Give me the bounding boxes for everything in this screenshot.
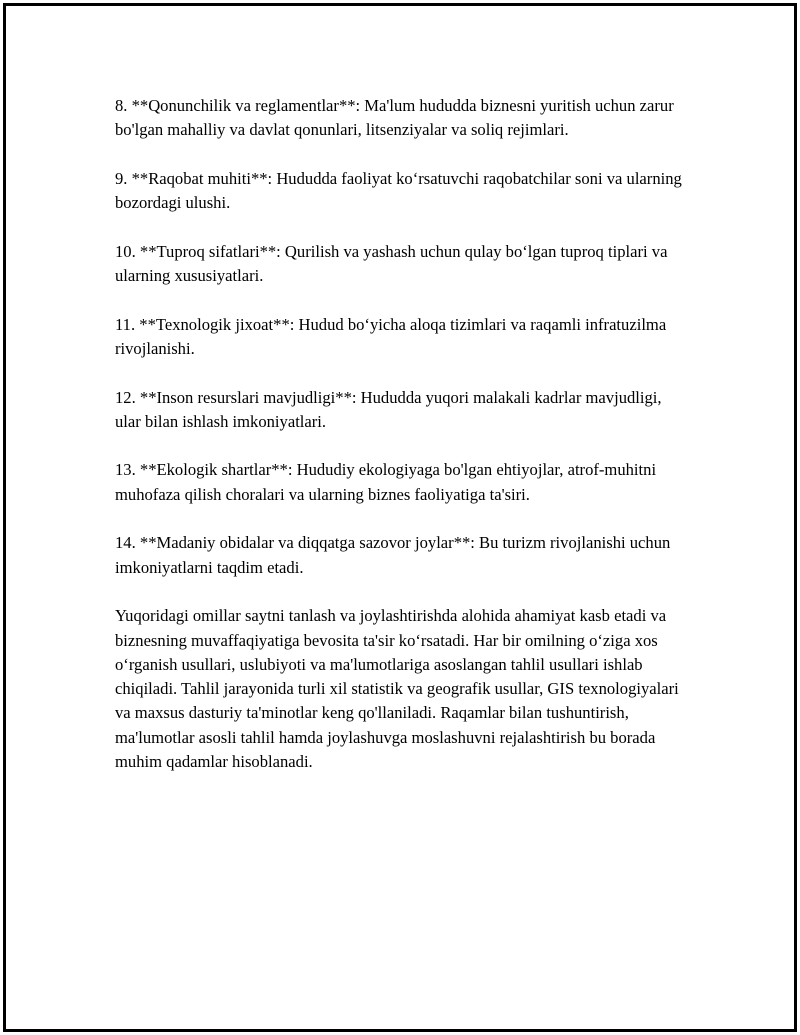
- list-item-13: 13. **Ekologik shartlar**: Hududiy ekologiyaga bo'lgan ehtiyojlar, atrof-muhitni muhofaza qilish choralari va ularning biznes faoliyatiga ta'siri.: [115, 460, 657, 504]
- list-item-9: 9. **Raqobat muhiti**: Hududda faoliyat ko‘rsatuvchi raqobatchilar soni va ularning bozordagi ulushi.: [115, 168, 682, 213]
- summary-paragraph: Yuqoridagi omillar saytni tanlash va joylashtirishda alohida ahamiyat kasb etadi va biznesning muvaffaqiyatiga bevosita ta'sir ko‘rsatadi. Har bir omilning o‘ziga xos o‘rganish usullari, uslubiyoti va ma'lumotlariga asoslangan tahlil usullari ishlab chiqiladi. Tahlil jarayonida turli xil statistik va geografik usullar, GIS texnologiyalari va maxsus dasturiy ta'minotlar keng qo'llaniladi. Raqamlar bilan tushuntirish, ma'lumotlar asosli tahlil hamda joylashuvga moslashuvni rejalashtirish bu borada muhim qadamlar hisoblanadi.: [115, 606, 679, 772]
- list-item-14: 14. **Madaniy obidalar va diqqatga sazovor joylar**: Bu turizm rivojlanishi uchun imkoniyatlarni taqdim etadi.: [115, 533, 671, 577]
- document-body: [115, 94, 690, 799]
- list-item-12: 12. **Inson resurslari mavjudligi**: Hududda yuqori malakali kadrlar mavjudligi, ular bilan ishlash imkoniyatlari.: [115, 387, 662, 431]
- list-item-11: 11. **Texnologik jixoat**: Hudud bo‘yicha aloqa tizimlari va raqamli infratuzilma rivojlanishi.: [115, 314, 667, 358]
- list-item-10: 10. **Tuproq sifatlari**: Qurilish va yashash uchun qulay bo‘lgan tuproq tiplari va ularning xususiyatlari.: [115, 241, 668, 286]
- list-item-8: 8. **Qonunchilik va reglamentlar**: Ma'lum hududda biznesni yuritish uchun zarur bo'lgan mahalliy va davlat qonunlari, litsenziyalar va soliq rejimlari.: [115, 96, 674, 140]
